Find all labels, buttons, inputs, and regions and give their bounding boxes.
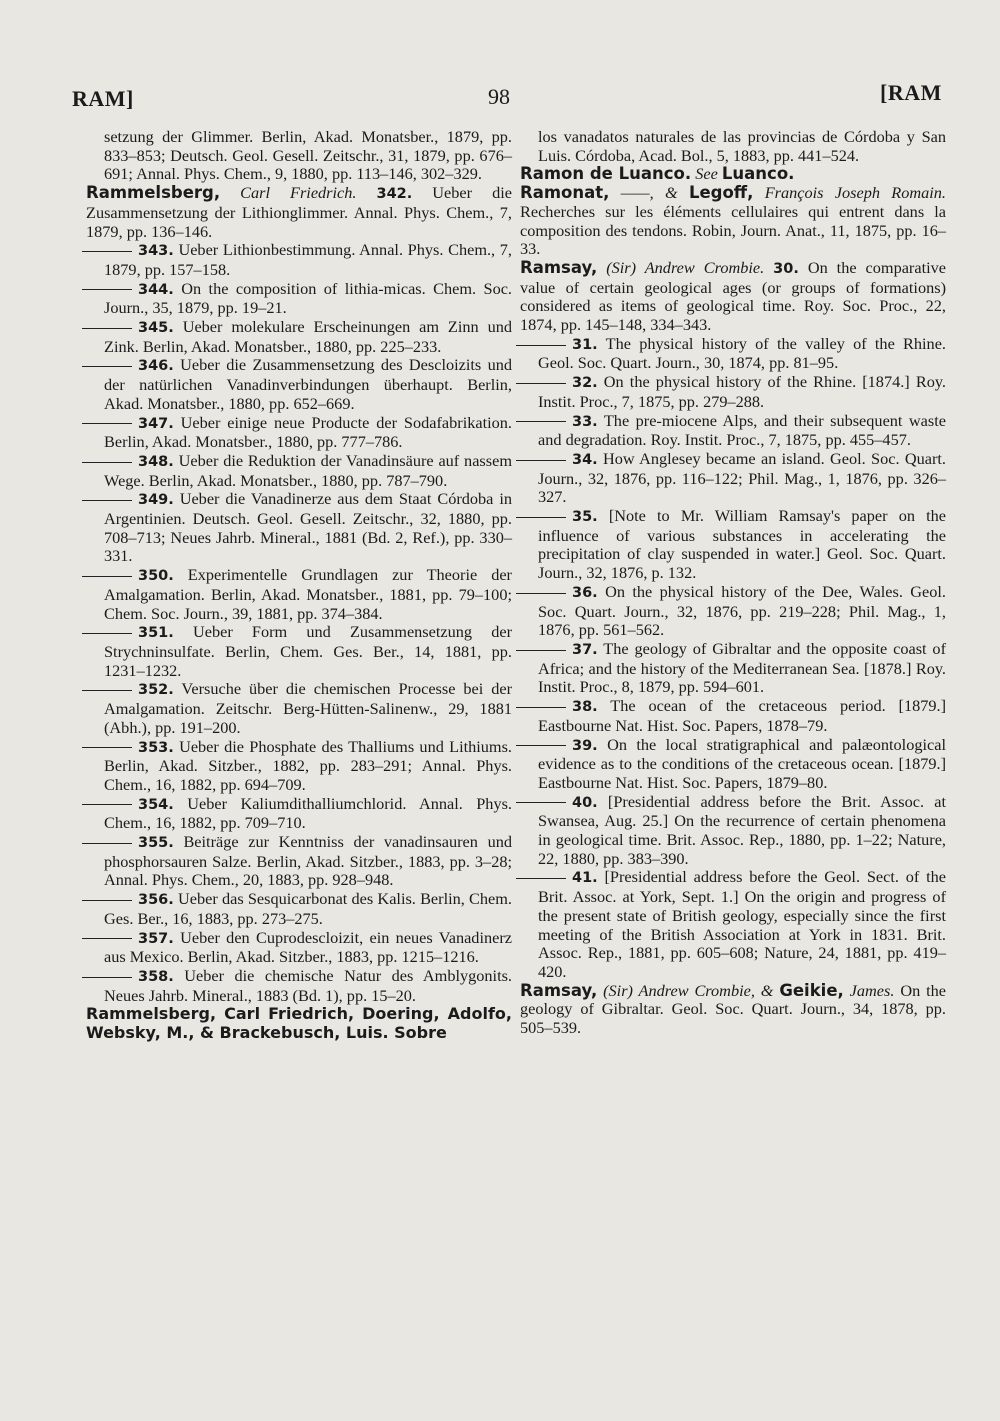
- author-given-name: ——, &: [620, 183, 689, 203]
- entry-text: On the physical history of the Rhine. [1874.] Roy. Instit. Proc., 7, 1875, pp. 279–288.: [538, 372, 946, 411]
- entry-text: Ueber Lithionbestimmung. Annal. Phys. Chem., 7, 1879, pp. 157–158.: [104, 240, 512, 279]
- bibliography-entry: [538, 583, 946, 640]
- bibliography-entry: [538, 450, 946, 507]
- bibliography-entry: [538, 412, 946, 450]
- entry-text: Beiträge zur Kenntniss der vanadinsauren und phosphorsauren Salze. Berlin, Akad. Sitzber., 1883, pp. 3–28; Annal. Phys. Chem., 20, 1883, pp. 928–948.: [104, 832, 512, 890]
- ditto-dash: [82, 251, 132, 252]
- entry-number: 38.: [572, 699, 598, 716]
- entry-number: 343.: [138, 243, 174, 260]
- entry-number: 40.: [572, 794, 598, 811]
- bibliography-entry: [520, 982, 946, 1038]
- bibliography-entry: [520, 165, 946, 184]
- ditto-dash: [82, 423, 132, 424]
- entry-text: Ueber Form und Zusammensetzung der Strychninsulfate. Berlin, Chem. Ges. Ber., 14, 1881, pp. 1231–1232.: [104, 622, 513, 680]
- entry-number: 35.: [572, 509, 598, 526]
- entry-text: Recherches sur les éléments cellulaires qui entrent dans la composition des tendons. Robin, Journ. Anat., 11, 1875, pp. 16–33.: [520, 201, 946, 259]
- entry-text: [Presidential address before the Brit. Assoc. at Swansea, Aug. 25.] On the recurrence of certain phenomena in geological time. Brit. Assoc. Rep., 1880, pp. 1–22; Nature, 22, 1880, pp. 383–390.: [538, 791, 946, 868]
- bibliography-entry: [104, 414, 512, 452]
- entry-text: [Note to Mr. William Ramsay's paper on the influence of various substances in accelerating the precipitation of clay suspended in water.] Geol. Soc. Quart. Journ., 32, 1876, p. 132.: [538, 506, 946, 583]
- entry-number: 39.: [572, 737, 598, 754]
- entry-number: 36.: [572, 584, 598, 601]
- entry-text: Ueber das Sesquicarbonat des Kalis. Berlin, Chem. Ges. Ber., 16, 1883, pp. 273–275.: [104, 889, 512, 928]
- bibliography-entry: [104, 128, 512, 184]
- bibliography-entry: [538, 793, 946, 869]
- coauthor-name: Legoff,: [688, 183, 754, 203]
- entry-text: On the local stratigraphical and palæontological evidence as to the conditions of the cretaceous ocean. [1879.] Eastbourne Nat. Hist. Soc. Papers, 1879–80.: [538, 734, 946, 792]
- bibliography-entry: [538, 507, 946, 583]
- entry-number: 347.: [138, 415, 174, 432]
- ditto-dash: [82, 633, 132, 634]
- bibliography-entry: [538, 335, 946, 373]
- ditto-dash: [516, 517, 566, 518]
- author-given-name: (Sir) Andrew Crombie, &: [603, 980, 780, 1000]
- entry-number: 353.: [138, 739, 174, 756]
- author-name: Rammelsberg,: [86, 183, 221, 203]
- coauthor-name: Geikie,: [779, 980, 844, 1000]
- entry-number: 37.: [572, 641, 598, 658]
- coauthor-given-name: François Joseph Romain.: [764, 183, 946, 203]
- bibliography-entry: [538, 736, 946, 793]
- entry-text: The physical history of the valley of the Rhine. Geol. Soc. Quart. Journ., 30, 1874, pp. 81–95.: [538, 333, 946, 373]
- bibliography-entry: [520, 259, 946, 335]
- entry-text: On the comparative value of certain geological ages (or groups of formations) considered as items of geological time. Roy. Soc. Proc., 22, 1874, pp. 145–148, 334–343.: [520, 257, 946, 335]
- bibliography-entry: [86, 184, 512, 241]
- author-given-name: Carl Friedrich.: [240, 183, 357, 203]
- bibliography-entry: [538, 373, 946, 411]
- ditto-dash: [516, 802, 566, 803]
- ditto-dash: [516, 383, 566, 384]
- entry-number: 344.: [138, 281, 174, 298]
- ditto-dash: [82, 977, 132, 978]
- entry-number: 346.: [138, 358, 174, 375]
- entry-text: Ueber die Vanadinerze aus dem Staat Córdoba in Argentinien. Deutsch. Geol. Gesell. Zeitschr., 32, 1880, pp. 708–713; Neues Jahrb. Mineral., 1881 (Bd. 2, Ref.), pp. 330–331.: [104, 489, 512, 566]
- ditto-dash: [516, 745, 566, 746]
- ditto-dash: [82, 500, 132, 501]
- entry-number: 30.: [773, 260, 799, 277]
- entry-number: 345.: [138, 320, 174, 337]
- author-name: Ramsay,: [520, 257, 598, 277]
- ditto-dash: [516, 460, 566, 461]
- bibliography-entry: [104, 452, 512, 490]
- bibliography-entry: [538, 640, 946, 697]
- entry-number: 352.: [138, 682, 174, 699]
- entry-number: 349.: [138, 492, 174, 509]
- bibliography-entry: [104, 566, 512, 623]
- bibliography-entry: [104, 890, 512, 928]
- ditto-dash: [82, 366, 132, 367]
- author-given-name: (Sir) Andrew Crombie.: [606, 257, 765, 277]
- entry-text: setzung der Glimmer. Berlin, Akad. Monatsber., 1879, pp. 833–853; Deutsch. Geol. Gesell. Zeitschr., 31, 1879, pp. 676–691; Annal. Phys. Chem., 9, 1880, pp. 113–146, 302–329.: [104, 127, 512, 184]
- entry-text: Ueber die Phosphate des Thalliums und Lithiums. Berlin, Akad. Sitzber., 1882, pp. 283–291; Annal. Phys. Chem., 16, 1882, pp. 694–709.: [104, 736, 512, 794]
- entry-number: 33.: [572, 413, 598, 430]
- ditto-dash: [82, 843, 132, 844]
- see-label: See: [695, 164, 718, 184]
- entry-number: 355.: [138, 835, 174, 852]
- bibliography-entry: [104, 280, 512, 318]
- coauthor-given-name: James.: [849, 980, 895, 1000]
- entry-text: On the composition of lithia-micas. Chem. Soc. Journ., 35, 1879, pp. 19–21.: [104, 278, 513, 318]
- page-number: 98: [488, 84, 510, 109]
- entry-number: 41.: [572, 870, 598, 887]
- ditto-dash: [82, 289, 132, 290]
- bibliography-entry: [104, 795, 512, 833]
- bibliography-entry: [104, 318, 512, 356]
- ditto-dash: [82, 576, 132, 577]
- ditto-dash: [82, 900, 132, 901]
- entry-text: Ueber molekulare Erscheinungen am Zinn und Zink. Berlin, Akad. Monatsber., 1880, pp. 225–233.: [104, 317, 512, 356]
- ditto-dash: [82, 462, 132, 463]
- entry-number: 348.: [138, 453, 174, 470]
- entry-text: Experimentelle Grundlagen zur Theorie der Amalgamation. Berlin, Akad. Monatsber., 1881, pp. 79–100; Chem. Soc. Journ., 39, 1881, pp. 374–384.: [104, 565, 512, 623]
- entry-text: los vanadatos naturales de las provincias de Córdoba y San Luis. Córdoba, Acad. Bol., 5, 1883, pp. 441–524.: [538, 127, 946, 165]
- entry-number: 350.: [138, 568, 174, 585]
- entry-text: On the geology of Gibraltar. Geol. Soc. Quart. Journ., 34, 1878, pp. 505–539.: [520, 980, 946, 1038]
- bibliography-entry: [104, 929, 512, 967]
- bibliography-entry: [104, 680, 512, 737]
- author-name: Ramon de Luanco.: [520, 164, 692, 184]
- entry-text: Ueber die Zusammensetzung der Lithionglimmer. Annal. Phys. Chem., 7, 1879, pp. 136–146.: [86, 183, 512, 241]
- bibliography-entry: [538, 128, 946, 165]
- entry-number: 358.: [138, 968, 174, 985]
- ditto-dash: [516, 878, 566, 879]
- ditto-dash: [516, 593, 566, 594]
- author-name: Ramsay,: [520, 980, 598, 1000]
- entry-number: 357.: [138, 930, 174, 947]
- entry-text: Ueber einige neue Producte der Sodafabrikation. Berlin, Akad. Monatsber., 1880, pp. 777–786.: [104, 412, 512, 452]
- entry-text: How Anglesey became an island. Geol. Soc. Quart. Journ., 32, 1876, pp. 116–122; Phil. Mag., 1, 1876, pp. 326–327.: [538, 448, 946, 507]
- entry-number: 342.: [376, 186, 413, 203]
- entry-text: Ueber den Cuprodescloizit, ein neues Vanadinerz aus Mexico. Berlin, Akad. Sitzber., 1883, pp. 1215–1216.: [104, 927, 512, 967]
- entry-text: Ueber die Reduktion der Vanadinsäure auf nassem Wege. Berlin, Akad. Monatsber., 1880, pp. 787–790.: [104, 450, 512, 490]
- entry-text: Ueber Kaliumdithalliumchlorid. Annal. Phys. Chem., 16, 1882, pp. 709–710.: [104, 793, 512, 833]
- author-name: Ramonat,: [520, 183, 610, 203]
- ditto-dash: [82, 938, 132, 939]
- ditto-dash: [82, 328, 132, 329]
- bibliography-entry: [104, 241, 512, 279]
- ditto-dash: [516, 707, 566, 708]
- ditto-dash: [82, 804, 132, 805]
- ditto-dash: [516, 345, 566, 346]
- entry-text: On the physical history of the Dee, Wales. Geol. Soc. Quart. Journ., 32, 1876, pp. 219–228; Phil. Mag., 1, 1876, pp. 561–562.: [538, 581, 946, 640]
- entry-number: 351.: [138, 625, 174, 642]
- bibliography-entry: [104, 356, 512, 413]
- bibliography-entry: [104, 967, 512, 1005]
- entry-text: The ocean of the cretaceous period. [1879.] Eastbourne Nat. Hist. Soc. Papers, 1878–79.: [538, 696, 947, 735]
- bibliography-entry: [538, 868, 946, 981]
- bibliography-entry: [104, 738, 512, 795]
- entry-text: The geology of Gibraltar and the opposite coast of Africa; and the history of the Mediterranean Sea. [1878.] Roy. Instit. Proc., 8, 1879, pp. 594–601.: [538, 638, 946, 697]
- bibliography-entry: [538, 697, 946, 735]
- ditto-dash: [516, 421, 566, 422]
- entry-text: The pre-miocene Alps, and their subsequent waste and degradation. Roy. Instit. Proc., 7, 1875, pp. 455–457.: [538, 410, 946, 450]
- entry-number: 31.: [572, 336, 598, 353]
- entry-text: [Presidential address before the Geol. Sect. of the Brit. Assoc. at York, Sept. 1.] On the origin and progress of the present state of British geology, especially since the first meeting of the British Association at York in 1831. Brit. Assoc. Rep., 1881, pp. 605–608; Nature, 24, 1881, pp. 419–420.: [538, 867, 946, 981]
- bibliography-entry: [104, 623, 512, 680]
- bibliography-entry: [86, 1005, 512, 1042]
- entry-number: 354.: [138, 796, 174, 813]
- entry-text: Versuche über die chemischen Processe bei der Amalgamation. Zeitschr. Berg-Hütten-Salinenw., 29, 1881 (Abh.), pp. 191–200.: [104, 679, 512, 737]
- see-target: Luanco.: [721, 164, 795, 184]
- entry-text: Rammelsberg, Carl Friedrich, Doering, Adolfo, Websky, M., & Brackebusch, Luis. Sobre: [86, 1004, 512, 1043]
- ditto-dash: [516, 650, 566, 651]
- right-column: [520, 127, 947, 1038]
- bibliography-entry: [104, 833, 512, 890]
- ditto-dash: [82, 747, 132, 748]
- entry-number: 32.: [572, 375, 598, 392]
- ditto-dash: [82, 690, 132, 691]
- bibliography-entry: [104, 490, 512, 566]
- entry-number: 356.: [138, 892, 174, 909]
- bibliography-entry: [520, 184, 946, 259]
- entry-text: Ueber die Zusammensetzung des Descloizits und der natürlichen Vanadinverbindungen überhaupt. Berlin, Akad. Monatsber., 1880, pp. 652–669.: [104, 355, 513, 413]
- running-head-left: RAM]: [72, 86, 134, 111]
- entry-number: 34.: [572, 451, 598, 468]
- entry-text: Ueber die chemische Natur des Amblygonits. Neues Jahrb. Mineral., 1883 (Bd. 1), pp. 15–20.: [104, 965, 512, 1005]
- running-head-right: [RAM: [880, 80, 942, 105]
- left-column: [86, 127, 513, 1043]
